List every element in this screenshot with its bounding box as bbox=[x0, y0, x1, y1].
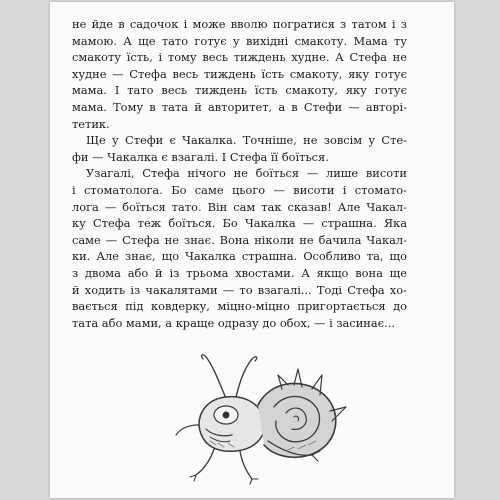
text-line: не йде в садочок і може вволю погратися з татом і з bbox=[72, 17, 407, 31]
text-line: ки. Але знає, що Чакалка страшна. Особливо та, що bbox=[72, 249, 407, 264]
text-line: з двома або й із трьома хвостами. А якщо вона ще bbox=[72, 265, 407, 280]
text-line: й ходить із чакалятами — то взагалі... Тоді Стефа хо- bbox=[72, 282, 407, 297]
text-line: смакоту їсть, і тому весь тиждень худне. А Стефа не bbox=[72, 50, 407, 65]
text-line: тетик. bbox=[72, 116, 110, 131]
text-line: ку Стефа теж боїться. Бо Чакалка — страшна. Яка bbox=[72, 216, 407, 231]
text-line: вається під ковдерку, міцно-міцно пригортається до bbox=[72, 299, 407, 314]
page-text bbox=[72, 16, 407, 331]
text-line: саме — Стефа не знає. Вона ніколи не бачила Чакал- bbox=[72, 232, 407, 247]
text-line: мама. Тому в тата й авторитет, а в Стефи — авторі- bbox=[72, 99, 407, 114]
text-line: Ще у Стефи є Чакалка. Точніше, не зовсім у Сте- bbox=[86, 133, 407, 148]
text-line: худне — Стефа весь тиждень їсть смакоту, яку готує bbox=[72, 66, 407, 81]
text-line: тата або мами, а краще одразу до обох, — і засинає... bbox=[72, 315, 395, 330]
text-line: фи — Чакалка є взагалі. І Стефа її боїться. bbox=[72, 149, 329, 164]
text-line: мамою. А ще тато готує у вихідні смакоту. Мама ту bbox=[72, 33, 407, 48]
creature-with-shell-illustration bbox=[170, 345, 360, 485]
text-line: лога — боїться тато. Він сам так сказав! Але Чакал- bbox=[72, 199, 407, 214]
text-line: і стоматолога. Бо саме цього — висоти і стомато- bbox=[72, 182, 407, 197]
text-line: Узагалі, Стефа нічого не боїться — лише висоти bbox=[86, 166, 407, 181]
text-line: мама. І тато весь тиждень їсть смакоту, яку готує bbox=[72, 83, 407, 98]
